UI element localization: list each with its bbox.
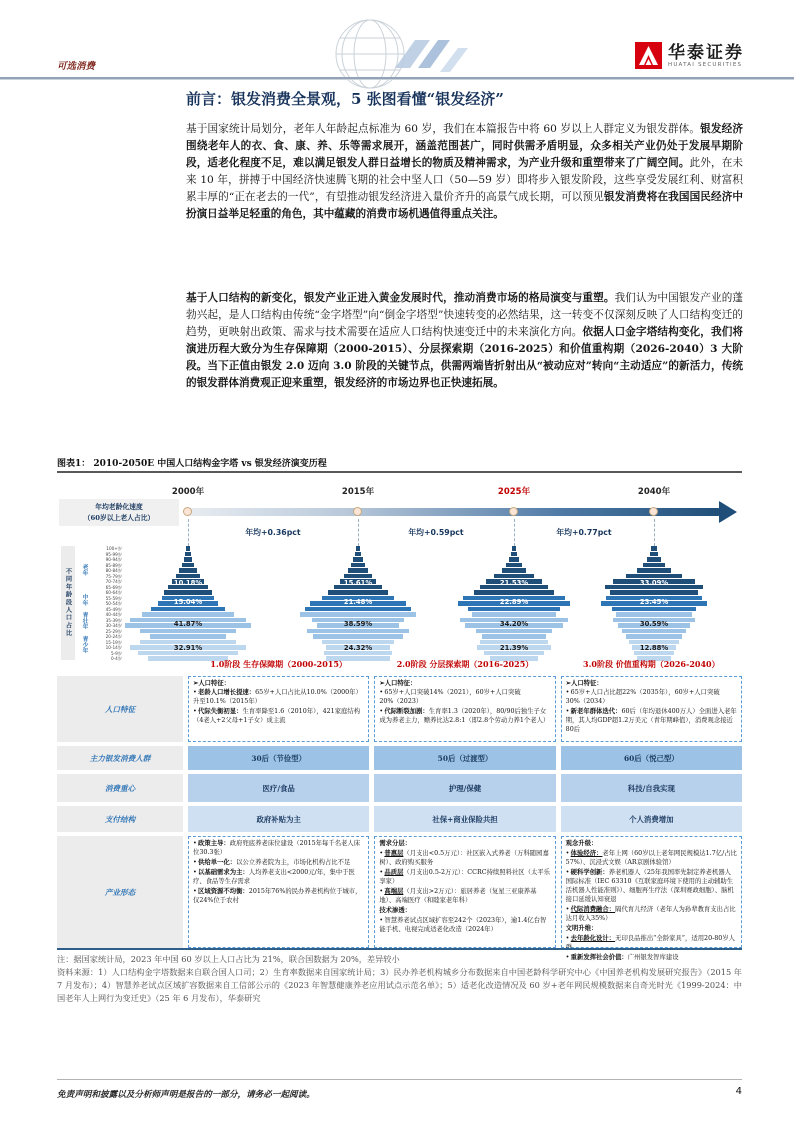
globe-decoration	[300, 28, 500, 80]
focus-cell: 护理/保健	[374, 774, 555, 802]
focus-cell: 科技/自我实现	[561, 774, 742, 802]
pyramid-band-value: 15.61%	[343, 579, 373, 587]
table-bullet: • 代际消费融合：隔代育儿经济（老年人为孙辈教育支出占比达月收入35%）	[565, 906, 736, 922]
brand-name-en: HUATAI SECURITIES	[668, 61, 743, 68]
paragraph-1	[186, 121, 743, 223]
figure-notes	[57, 953, 742, 1005]
consumer_group-cell: 50后（过渡型）	[374, 746, 555, 770]
timeline-axis-label: 年均老龄化速度 （60岁以上老人占比）	[59, 499, 179, 526]
population-pyramid-2015	[292, 546, 424, 662]
age-tick-label: 0-4岁	[110, 656, 122, 661]
paragraph-segment: 我们认为中国银发产业的蓬勃兴起，是人口结构由传统“金字塔型”向“倒金字塔型”快速转变的必然结果，这一转变不仅深刻反映了人口结构变迁的趋势，更映射出政策、需求与技术需要在适应人口结构快速变迁中的未来演化方向。	[186, 292, 744, 338]
population-cell-title: ➢人口特征：	[193, 680, 231, 687]
table-bullet: • 智慧养老试点区域扩容至242个（2023年），逾1.4亿台智能手机、电视完成适老化改造（2024年）	[379, 917, 547, 933]
focus-cell: 医疗/食品	[188, 774, 369, 802]
pyramid-band-value: 10.18%	[173, 579, 203, 587]
industry-cell	[374, 836, 555, 948]
table-bullet: • 普惠层（月支出<0.5万元）：社区嵌入式养老（万科随园嘉树）、政府购买服务	[379, 850, 549, 866]
row-label-population: 人口特征	[57, 676, 183, 742]
age-tick-label: 50-54岁	[105, 601, 122, 606]
industry-cell	[561, 836, 742, 961]
footer-divider	[57, 1079, 742, 1080]
pyramid-zone	[57, 542, 742, 662]
brand-name-cn: 华泰证券	[668, 42, 744, 63]
table-bullet: • 去年龄化设计：无印良品推出“全龄家具”，适用20-80岁人	[565, 935, 736, 942]
huatai-logo	[635, 42, 744, 69]
table-bullet: 需求分层：	[379, 840, 412, 847]
aging-rate-label: 年均+0.77pct	[556, 528, 612, 537]
pyramid-band-value: 30.59%	[639, 620, 669, 628]
age-tick-label: 35-39岁	[105, 617, 122, 623]
age-tick-label: 80-84岁	[105, 568, 122, 573]
timeline-year-marker	[353, 507, 362, 516]
pyramid-band-value: 21.48%	[343, 598, 373, 606]
row-label-payment: 支付结构	[57, 806, 183, 832]
timeline-arrow-bar	[184, 508, 722, 516]
table-bullet: • 65岁+人口突破14%（2021），60岁+人口突破20%（2023）	[379, 689, 521, 705]
payment-cell: 社保+商业保险共担	[374, 806, 555, 832]
table-bullet: • 重新发挥社会价值：广州银发智库建设	[565, 954, 679, 961]
population-pyramid-chart	[57, 476, 742, 661]
population-cell-title: ➢人口特征：	[379, 680, 417, 687]
table-bullet: 技术渗透：	[379, 907, 412, 914]
age-tick-label: 40-44岁	[105, 612, 122, 617]
table-bullet: • 代际失衡初显：生育率降至1.6（2010年），421家庭结构（4老人+2父母+1子女）成主流	[193, 708, 361, 724]
age-group-label: 老年	[81, 564, 87, 576]
pyramid-band-value: 21.39%	[499, 644, 529, 652]
table-bullet: • 体验经济：老年上网（60岁以上老年网民规模达1.7亿/占比57%）、沉浸式文娱（AR京剧体验馆）	[565, 850, 737, 866]
age-tick-label: 85-89岁	[105, 562, 122, 568]
table-bullet: • 硬科学创新：养老机器人（25年我国率先制定养老机器人国际标准（IEC 63310《互联家庭环境下使用的主动辅助生活机器人性能准则》）、细胞再生疗法（深圳赛政细胞）、脑机接口延缓认知衰退	[565, 869, 734, 903]
population-cell-title: ➢人口特征：	[565, 680, 603, 687]
table-bullet: • 高端层（月支出>2万元）：旅居养老（复星三亚康养基地）、高端医疗（和睦家老年科）	[379, 888, 537, 904]
row-label-consumer_group: 主力银发消费人群	[57, 746, 183, 770]
age-axis-rail-label: 不同年龄段人口占比	[61, 546, 75, 660]
pyramid-band-value: 22.89%	[499, 598, 529, 606]
age-tick-label: 55-59岁	[105, 595, 122, 601]
timeline-year-label: 2025年	[497, 487, 531, 497]
table-bullet: • 供给单一化：以公立养老院为主，市场化机构占比不足	[193, 859, 351, 866]
timeline-year-label: 2000年	[171, 487, 205, 497]
pyramid-band-value: 33.09%	[639, 579, 669, 587]
age-tick-label: 65-69岁	[105, 584, 122, 590]
age-tick-label: 15-19岁	[105, 639, 122, 645]
timeline-year-marker	[509, 507, 518, 516]
table-bullet: • 区域资源不均衡：2015年76%的民办养老机构位于城市，仅24%位于农村	[193, 888, 362, 904]
timeline-arrow-head	[719, 501, 737, 523]
aging-rate-label: 年均+0.36pct	[245, 528, 301, 537]
paragraph-segment: 基于国家统计局划分，老年人年龄起点标准为 60 岁，我们在本篇报告中将 60 岁以上人群定义为银发群体。	[186, 123, 701, 135]
row-label-industry: 产业形态	[57, 836, 183, 948]
paragraph-segment: 基于人口结构的新变化，银发产业正进入黄金发展时代，推动消费市场的格局演变与重塑。	[186, 292, 615, 304]
paragraph-segment: 依据人口金字塔结构变化，我们将演进历程大致分为生存保障期（2000-2015）、分层探索期（2016-2025）和价值重构期（2026-2040）3 大阶段。当下正值由银发 2.0 迈向 3.0 阶段的关键节点，供需两端皆折射出从“被动应对”转向“主动适应”的新活力，传统的银发群体消费观正迎来重塑，银发经济的市场边界也正快速拓展。	[186, 326, 744, 389]
stage-header: 2.0阶段 分层探索期（2016-2025）	[396, 659, 534, 669]
pyramid-band-value: 32.91%	[173, 644, 203, 652]
table-bullet: • 新老年群体迭代：60后（年均退休400万人）全面进入老年期，其人均GDP超1.2万美元（青年期峰值），消费观念接近80后	[565, 708, 737, 733]
timeline-year-label: 2040年	[637, 487, 671, 497]
population-pyramid-2000	[122, 546, 254, 662]
age-tick-label: 100+岁	[106, 546, 122, 551]
footer-disclaimer: 免责声明和披露以及分析师声明是报告的一部分，请务必一起阅读。	[57, 1090, 315, 1100]
age-tick-label: 75-79岁	[105, 573, 122, 579]
timeline-year-marker	[183, 507, 192, 516]
age-tick-label: 45-49岁	[105, 606, 122, 612]
pyramid-band-value: 41.87%	[173, 620, 203, 628]
age-tick-label: 25-29岁	[105, 628, 122, 634]
paragraph-segment: 银发经济围绕老年人的衣、食、康、养、乐等需求展开，涵盖范围甚广，同时供需矛盾明显，众多相关产业仍处于发展早期阶段，适老化程度不足，难以满足银发人群日益增长的物质及精神需求，为产业升级和重塑带来了广阔空间。	[186, 123, 743, 169]
timeline-year-marker	[649, 507, 658, 516]
pyramid-band-value: 38.59%	[343, 620, 373, 628]
table-bullet: • 以基础需求为主：人均养老支出<2000元/年，集中于医疗、食品等生存需求	[193, 869, 355, 885]
payment-cell: 个人消费增加	[561, 806, 742, 832]
table-bullet: • 政策主导：政府兜底养老床位建设（2015年每千名老人床位30.3张）	[193, 840, 361, 856]
page-title: 前言：银发消费全景观，5 张图看懂“银发经济”	[186, 90, 504, 108]
age-group-label: 青壮年	[81, 612, 87, 630]
stage-header: 3.0阶段 价值重构期（2026-2040）	[583, 659, 720, 669]
population-cell	[561, 676, 742, 742]
industry-cell	[188, 836, 369, 948]
header-divider	[0, 77, 794, 80]
payment-cell: 政府补贴为主	[188, 806, 369, 832]
paragraph-segment: 银发消费将在我国国民经济中扮演日益举足轻重的角色，其中蕴藏的消费市场机遇值得重点关注。	[186, 191, 743, 220]
figure-bottom-divider	[57, 948, 742, 950]
stage-header: 1.0阶段 生存保障期（2000-2015）	[210, 659, 347, 669]
pyramid-band-value: 23.45%	[639, 598, 669, 606]
age-axis-labels	[93, 546, 122, 662]
age-tick-label: 5-9岁	[110, 650, 122, 656]
population-pyramid-2040	[588, 546, 720, 662]
pyramid-band-value: 12.88%	[639, 644, 669, 652]
age-group-label: 青少年	[81, 636, 87, 654]
figure-caption: 图表1： 2010-2050E 中国人口结构金字塔 vs 银发经济演变历程	[57, 459, 327, 469]
pyramid-band-value: 34.20%	[499, 620, 529, 628]
page-number: 4	[735, 1086, 742, 1097]
age-tick-label: 70-74岁	[105, 579, 122, 584]
figure-caption-divider	[57, 471, 742, 473]
report-category: 可选消费	[57, 61, 96, 72]
age-tick-label: 90-94岁	[105, 557, 122, 562]
paragraph-2	[186, 290, 743, 392]
paragraph-segment: 此外，在未来 10 年，拼搏于中国经济快速腾飞期的社会中坚人口（50—59 岁）即将步入银发阶段，这些享受发展红利、财富积累丰厚的“正在老去的一代”，有望推动银发经济进入量价齐升的高景气成长期，可以预见	[186, 157, 743, 203]
timeline-year-label: 2015年	[341, 487, 375, 497]
table-bullet: • 品质层（月支出0.5-2万元）：CCRC持续照料社区（太平乐享家）	[379, 869, 551, 885]
huatai-logo-icon	[635, 42, 662, 69]
source-text: 资料来源：1）人口结构金字塔数据来自联合国人口司；2）生育率数据来自国家统计局；3）民办养老机构城乡分布数据来自中国老龄科学研究中心《中国养老机构发展研究报告》（2015 年 7 月发布）；4）智慧养老试点区域扩容数据来自工信部公示的《2023 年智慧健康养老应用试点示范名单》；5）适老化改造情况及 60 岁+老年网民规模数据来自奇光时光《1999-2024：中国老年人上网行为变迁史》（25 年 6 月发布），华泰研究	[57, 967, 742, 1003]
pyramid-band-value: 15.04%	[173, 598, 203, 606]
population-cell	[374, 676, 555, 742]
table-bullet: • 65岁+人口占比超22%（2035年），60岁+人口突破30%（2034）	[565, 689, 720, 705]
row-label-focus: 消费重心	[57, 774, 183, 802]
table-bullet: 观念升级：	[565, 840, 598, 847]
age-group-label: 中年	[81, 594, 87, 606]
age-tick-label: 10-14岁	[105, 645, 122, 650]
age-tick-label: 20-24岁	[105, 634, 122, 639]
table-corner-cell	[57, 657, 183, 672]
note-text: 注：据国家统计局，2023 年中国 60 岁以上人口占比为 21%，联合国数据为 20%，差异较小	[57, 954, 400, 964]
pyramid-band-value: 21.53%	[499, 579, 529, 587]
population-cell	[188, 676, 369, 742]
consumer_group-cell: 30后（节俭型）	[188, 746, 369, 770]
age-tick-label: 95-99岁	[105, 551, 122, 557]
aging-rate-label: 年均+0.59pct	[408, 528, 464, 537]
table-bullet: 文明升维：	[565, 925, 598, 932]
pyramid-band-value: 24.32%	[343, 644, 373, 652]
population-pyramid-2025	[448, 546, 580, 662]
table-bullet: • 老龄人口增长提速：65岁+人口占比从10.0%（2000年）升至10.1%（2015年）	[193, 689, 362, 705]
consumer_group-cell: 60后（悦己型）	[561, 746, 742, 770]
age-tick-label: 60-64岁	[105, 590, 122, 595]
age-tick-label: 30-34岁	[105, 623, 122, 628]
table-bullet: • 代际断裂加剧：生育率1.3（2020年），80/90后独生子女成为养老主力，赡养比达2.8:1（即2.8个劳动力养1个老人）	[379, 708, 550, 724]
